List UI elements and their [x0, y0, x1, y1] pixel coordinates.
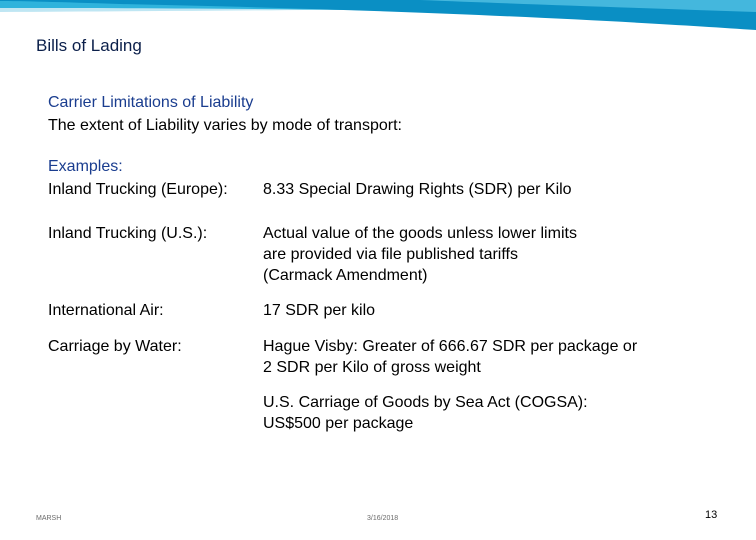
page-number: 13 [705, 509, 718, 521]
value-line: are provided via file published tariffs [263, 246, 518, 263]
intro-text: The extent of Liability varies by mode of transport: [48, 117, 402, 134]
slide-subtitle: Carrier Limitations of Liability [48, 94, 254, 111]
value-line: Actual value of the goods unless lower limits [263, 225, 577, 242]
example-value-cogsa [263, 392, 703, 434]
value-line: 8.33 Special Drawing Rights (SDR) per Kilo [263, 181, 572, 198]
value-line: US$500 per package [263, 415, 414, 432]
header-wave-decoration [0, 0, 756, 36]
value-line: U.S. Carriage of Goods by Sea Act (COGSA): [263, 394, 588, 411]
footer-date: 3/16/2018 [367, 515, 399, 522]
page-title: Bills of Lading [36, 36, 142, 55]
example-value-air [263, 300, 703, 321]
example-value-us-trucking [263, 223, 703, 286]
value-line: 17 SDR per kilo [263, 302, 376, 319]
example-label-us-trucking: Inland Trucking (U.S.): [48, 225, 208, 242]
footer-brand: MARSH [36, 515, 62, 522]
example-label-air: International Air: [48, 302, 164, 319]
value-line: 2 SDR per Kilo of gross weight [263, 359, 481, 376]
example-label-europe-trucking: Inland Trucking (Europe): [48, 181, 228, 198]
example-value-water [263, 336, 703, 378]
example-value-europe-trucking [263, 179, 703, 200]
value-line: Hague Visby: Greater of 666.67 SDR per package or [263, 338, 638, 355]
examples-label: Examples: [48, 158, 123, 175]
value-line: (Carmack Amendment) [263, 267, 428, 284]
example-label-water: Carriage by Water: [48, 338, 182, 355]
